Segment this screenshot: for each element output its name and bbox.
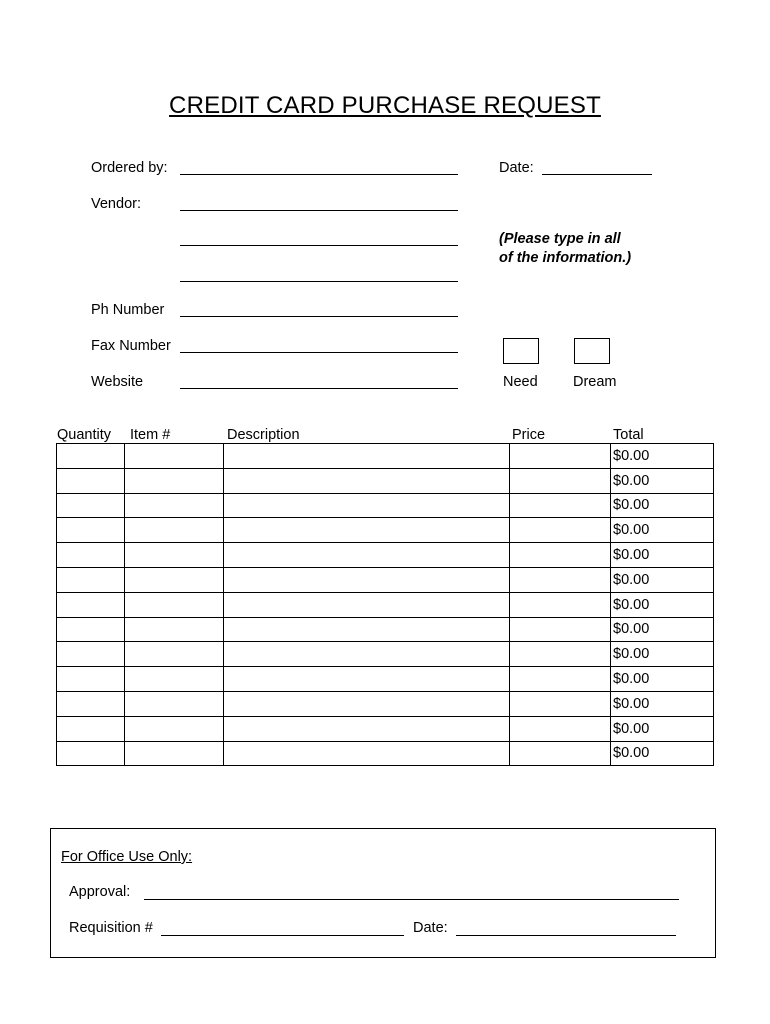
vendor-field-line-2[interactable]	[180, 245, 458, 246]
date-label: Date:	[499, 160, 534, 176]
ordered-by-label: Ordered by:	[91, 160, 168, 176]
instruction-note-line-2: of the information.)	[499, 250, 632, 266]
description-cell[interactable]	[224, 543, 510, 568]
price-cell[interactable]	[510, 642, 611, 667]
total-cell: $0.00	[611, 716, 714, 741]
price-cell[interactable]	[510, 468, 611, 493]
quantity-cell[interactable]	[57, 617, 125, 642]
table-row	[57, 567, 714, 592]
table-row	[57, 691, 714, 716]
price-cell[interactable]	[510, 543, 611, 568]
item-cell[interactable]	[125, 642, 224, 667]
item-cell[interactable]	[125, 493, 224, 518]
table-row	[57, 667, 714, 692]
price-header: Price	[512, 427, 546, 443]
quantity-cell[interactable]	[57, 592, 125, 617]
quantity-cell[interactable]	[57, 716, 125, 741]
description-cell[interactable]	[224, 592, 510, 617]
item-cell[interactable]	[125, 716, 224, 741]
total-cell: $0.00	[611, 691, 714, 716]
description-cell[interactable]	[224, 468, 510, 493]
total-cell: $0.00	[611, 592, 714, 617]
price-cell[interactable]	[510, 493, 611, 518]
page-title: CREDIT CARD PURCHASE REQUEST	[169, 92, 601, 119]
requisition-label: Requisition #	[69, 920, 153, 936]
price-cell[interactable]	[510, 741, 611, 766]
vendor-field-line-3[interactable]	[180, 281, 458, 282]
total-cell: $0.00	[611, 567, 714, 592]
instruction-note	[499, 230, 631, 268]
description-cell[interactable]	[224, 493, 510, 518]
quantity-cell[interactable]	[57, 468, 125, 493]
date-field[interactable]	[542, 174, 652, 175]
total-cell: $0.00	[611, 741, 714, 766]
quantity-cell[interactable]	[57, 741, 125, 766]
total-cell: $0.00	[611, 444, 714, 469]
description-cell[interactable]	[224, 667, 510, 692]
quantity-cell[interactable]	[57, 691, 125, 716]
quantity-header: Quantity	[57, 427, 111, 443]
description-cell[interactable]	[224, 716, 510, 741]
table-row	[57, 741, 714, 766]
website-field[interactable]	[180, 388, 458, 389]
table-row	[57, 444, 714, 469]
price-cell[interactable]	[510, 691, 611, 716]
quantity-cell[interactable]	[57, 543, 125, 568]
item-cell[interactable]	[125, 567, 224, 592]
quantity-cell[interactable]	[57, 493, 125, 518]
total-cell: $0.00	[611, 543, 714, 568]
price-cell[interactable]	[510, 667, 611, 692]
price-cell[interactable]	[510, 617, 611, 642]
item-cell[interactable]	[125, 741, 224, 766]
table-row	[57, 543, 714, 568]
ordered-by-field[interactable]	[180, 174, 458, 175]
fax-number-label: Fax Number	[91, 338, 171, 354]
dream-label: Dream	[573, 374, 617, 390]
item-cell[interactable]	[125, 667, 224, 692]
description-cell[interactable]	[224, 617, 510, 642]
dream-checkbox[interactable]	[574, 338, 610, 364]
approval-label: Approval:	[69, 884, 131, 900]
item-cell[interactable]	[125, 592, 224, 617]
quantity-cell[interactable]	[57, 518, 125, 543]
table-row	[57, 716, 714, 741]
office-use-box	[50, 828, 716, 958]
price-cell[interactable]	[510, 444, 611, 469]
quantity-cell[interactable]	[57, 667, 125, 692]
ph-number-field[interactable]	[180, 316, 458, 317]
total-header: Total	[613, 427, 644, 443]
description-cell[interactable]	[224, 642, 510, 667]
total-cell: $0.00	[611, 493, 714, 518]
requisition-field[interactable]	[161, 935, 404, 936]
description-cell[interactable]	[224, 691, 510, 716]
table-row	[57, 518, 714, 543]
description-header: Description	[227, 427, 300, 443]
office-date-field[interactable]	[456, 935, 676, 936]
item-cell[interactable]	[125, 468, 224, 493]
item-cell[interactable]	[125, 444, 224, 469]
total-cell: $0.00	[611, 617, 714, 642]
table-row	[57, 592, 714, 617]
description-cell[interactable]	[224, 741, 510, 766]
item-cell[interactable]	[125, 543, 224, 568]
table-row	[57, 642, 714, 667]
instruction-note-line-1: (Please type in all	[499, 231, 621, 247]
total-cell: $0.00	[611, 667, 714, 692]
table-row	[57, 468, 714, 493]
item-cell[interactable]	[125, 617, 224, 642]
price-cell[interactable]	[510, 518, 611, 543]
description-cell[interactable]	[224, 518, 510, 543]
fax-number-field[interactable]	[180, 352, 458, 353]
ph-number-label: Ph Number	[91, 302, 165, 318]
table-row	[57, 493, 714, 518]
quantity-cell[interactable]	[57, 444, 125, 469]
office-date-label: Date:	[413, 920, 448, 936]
items-table	[56, 443, 714, 766]
approval-field[interactable]	[144, 899, 679, 900]
description-cell[interactable]	[224, 444, 510, 469]
quantity-cell[interactable]	[57, 567, 125, 592]
item-header: Item #	[130, 427, 171, 443]
quantity-cell[interactable]	[57, 642, 125, 667]
total-cell: $0.00	[611, 468, 714, 493]
vendor-field-line-1[interactable]	[180, 210, 458, 211]
price-cell[interactable]	[510, 592, 611, 617]
website-label: Website	[91, 374, 144, 390]
office-use-heading: For Office Use Only:	[61, 849, 193, 865]
total-cell: $0.00	[611, 642, 714, 667]
need-checkbox[interactable]	[503, 338, 539, 364]
total-cell: $0.00	[611, 518, 714, 543]
description-cell[interactable]	[224, 567, 510, 592]
vendor-label: Vendor:	[91, 196, 141, 212]
price-cell[interactable]	[510, 567, 611, 592]
item-cell[interactable]	[125, 691, 224, 716]
need-label: Need	[503, 374, 538, 390]
table-row	[57, 617, 714, 642]
item-cell[interactable]	[125, 518, 224, 543]
price-cell[interactable]	[510, 716, 611, 741]
